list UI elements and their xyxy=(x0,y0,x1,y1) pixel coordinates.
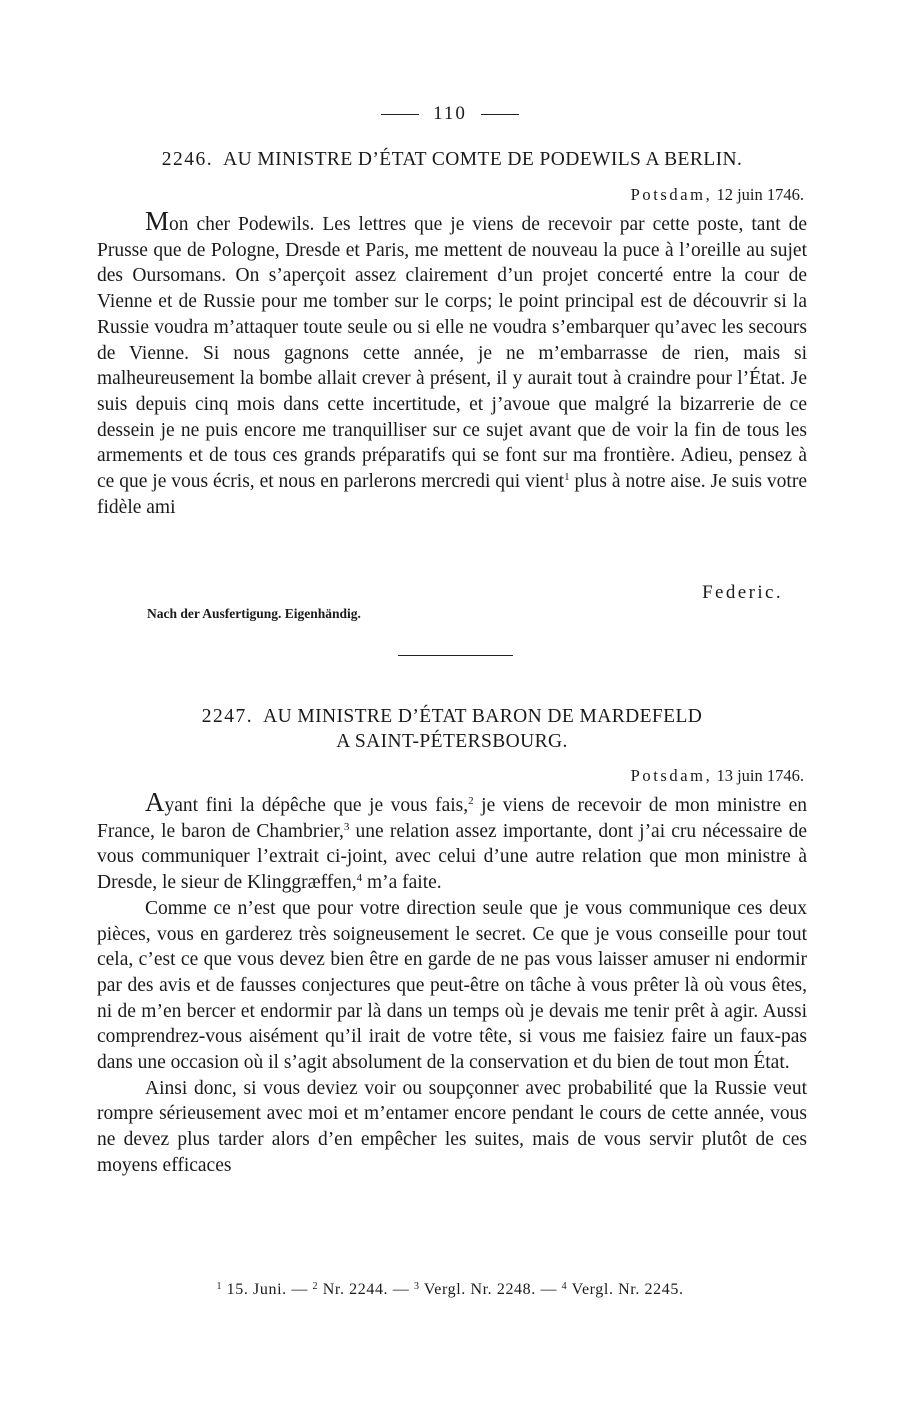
letter-2246-paragraph xyxy=(97,208,807,520)
dropcap: M xyxy=(145,206,170,236)
footnote-text: Vergl. Nr. 2245. xyxy=(567,1281,684,1298)
letter-2247-place: Potsdam, xyxy=(630,766,713,785)
footnote-text: Vergl. Nr. 2248. — xyxy=(419,1281,562,1298)
footnote-mark: 3 xyxy=(413,1281,420,1292)
letter-2246-date: 12 juin 1746. xyxy=(716,185,804,204)
footnotes xyxy=(0,1281,900,1299)
letter-2246-place: Potsdam, xyxy=(630,185,713,204)
letter-2247-number: 2247. xyxy=(201,706,254,727)
footnote-ref: 2 xyxy=(468,795,474,807)
letter-2247-dateline xyxy=(631,766,804,786)
footnote-mark: 1 xyxy=(216,1281,223,1292)
letter-2246-body xyxy=(97,208,807,520)
letter-2246-title: AU MINISTRE D’ÉTAT COMTE DE PODEWILS A BERLIN. xyxy=(223,149,743,170)
dropcap: A xyxy=(145,787,165,817)
section-divider xyxy=(398,655,513,656)
footnote-mark: 2 xyxy=(312,1281,319,1292)
paragraph-text: yant fini la dépêche que je vous fais, xyxy=(164,795,469,816)
paragraph-text: une relation assez importante, dont j’ai cru nécessaire de vous communiquer l’extrait ci-joint, avec celui d’une autre relation que mon ministre à Dresde, le sieur de Klinggræffen, xyxy=(97,820,807,894)
paragraph-text: plus à notre aise. Je suis votre fidèle ami xyxy=(97,471,807,518)
footnote-ref: 3 xyxy=(343,820,350,833)
footnote-text: Nr. 2244. — xyxy=(318,1281,414,1298)
paragraph-text: on cher Podewils. Les lettres que je viens de recevoir par cette poste, tant de Prusse que de Pologne, Dresde et Paris, me mettent de nouveau la puce à l’oreille au sujet des Oursomans. On s’aperçoit assez clairement d’un projet concerté entre la cour de Vienne et de Russie pour me tomber sur le corps; le point principal est de découvrir si la Russie voudra m’attaquer toute seule ou si elle ne voudra s’embarquer qu’avec les secours de Vienne. Si nous gagnons cette année, je ne m’embarrasse de rien, mais si malheureusement la bombe allait crever à présent, il y aurait tout à craindre pour l’État. Je suis depuis cinq mois dans cette incertitude, et j’avoue que malgré la bizarrerie de ce dessein je ne puis encore me tranquilliser sur ce sujet avant que de voir la fin de tous les armements et de tous ces grands préparatifs qui se font sur ma frontière. Adieu, pensez à ce que je vous écris, et nous en parlerons mercredi qui vient xyxy=(97,214,807,493)
letter-2246-heading xyxy=(96,147,808,172)
source-note: Nach der Ausfertigung. Eigenhändig. xyxy=(147,606,361,621)
letter-2246-number: 2246. xyxy=(161,149,214,170)
letter-2247-paragraph-1 xyxy=(97,789,807,896)
footnote-ref: 4 xyxy=(356,872,363,885)
letter-2247-date: 13 juin 1746. xyxy=(716,766,804,785)
footnote-text: 15. Juni. — xyxy=(222,1281,313,1298)
page-number xyxy=(0,103,900,125)
letter-2247-title-line1 xyxy=(96,704,808,729)
page-number-text: 110 xyxy=(433,103,467,124)
footnote-ref: 1 xyxy=(564,471,570,484)
footnote-mark: 4 xyxy=(561,1281,568,1292)
letter-2247-heading xyxy=(96,704,808,754)
letter-2247-title: AU MINISTRE D’ÉTAT BARON DE MARDEFELD xyxy=(263,706,703,727)
letter-2247-body xyxy=(97,789,807,1179)
letter-2247-paragraph-3: Ainsi donc, si vous deviez voir ou soupçonner avec probabilité que la Russie veut rompre sérieusement avec moi et m’entamer encore pendant le cours de cette année, vous ne devez plus tarder alors d’en empêcher les suites, mais de vous servir plutôt de ces moyens efficaces xyxy=(97,1077,807,1176)
dash-left xyxy=(381,114,419,115)
letter-2247-paragraph-2: Comme ce n’est que pour votre direction seule que je vous communique ces deux pièces, vous en garderez très soigneusement le secret. Ce que je vous conseille pour tout cela, c’est ce que vous devez bien être en garde de ne pas vous laisser amuser ni endormir par des avis et de fausses conjectures que peut-être on tâche à vous prêter là où vous êtes, ni de m’en bercer et endormir par là dans un temps où je devais me tenir prêt à agir. Aussi comprendrez-vous aisément qu’il irait de votre tête, si vous me faisiez faire un faux-pas dans une occasion où il s’agit absolument de la conservation et du bien de tout mon État. xyxy=(97,897,807,1074)
paragraph-text: m’a faite. xyxy=(362,872,442,894)
paragraph-text: je viens de recevoir de mon ministre en France, le baron de Chambrier, xyxy=(97,795,807,842)
dash-right xyxy=(481,114,519,115)
letter-2246-dateline xyxy=(631,185,804,205)
letter-2247-title-line2: A SAINT-PÉTERSBOURG. xyxy=(336,731,568,752)
signature: Federic. xyxy=(702,582,783,603)
